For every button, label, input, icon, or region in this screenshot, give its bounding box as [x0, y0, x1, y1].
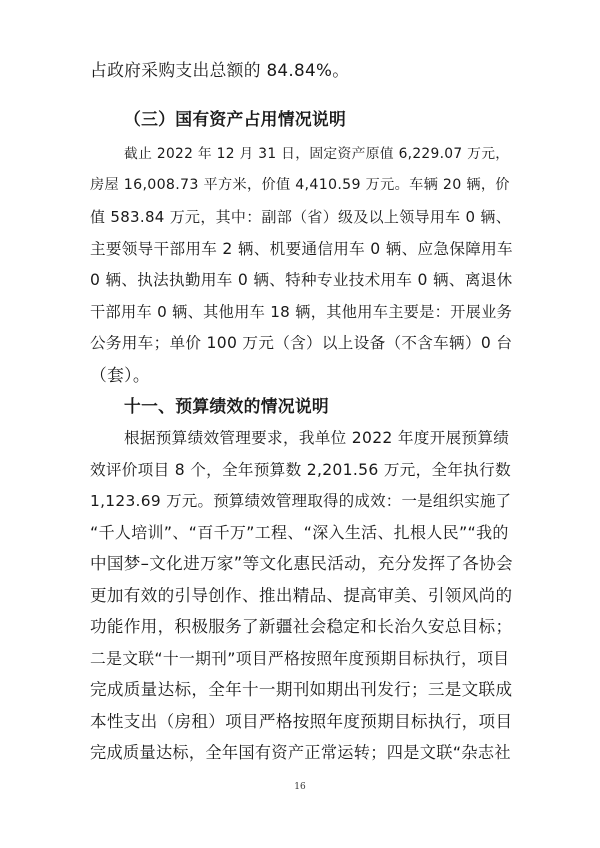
paragraph-line: 中国梦–文化进万家”等文化惠民活动，充分发挥了各协会: [90, 554, 513, 573]
paragraph-line: 房屋 16,008.73 平方米，价值 4,410.59 万元。车辆 20 辆，价: [90, 177, 510, 193]
paragraph-line: 根据预算绩效管理要求，我单位 2022 年度开展预算绩: [124, 429, 510, 447]
paragraph-line: （套）。: [90, 365, 150, 385]
paragraph-line: 主要领导干部用车 2 辆、机要通信用车 0 辆、应急保障用车: [90, 240, 513, 258]
paragraph-line: 完成质量达标，全年国有资产正常运转；四是文联“杂志社: [90, 743, 511, 762]
paragraph-line: “千人培训”、“百千万”工程、“深入生活、扎根人民”“我的: [90, 523, 509, 542]
paragraph-line: 二是文联“十一期刊”项目严格按照年度预期目标执行，项目: [90, 649, 510, 668]
paragraph-line: 公务用车；单价 100 万元（含）以上设备（不含车辆）0 台: [90, 334, 513, 352]
section-heading: 十一、预算绩效的情况说明: [124, 396, 329, 416]
paragraph-line: 干部用车 0 辆、其他用车 18 辆，其他用车主要是：开展业务: [90, 303, 513, 321]
page-number: 16: [294, 782, 306, 792]
paragraph-line: 更加有效的引导创作、推出精品、提高审美、引领风尚的: [90, 586, 513, 605]
paragraph-line: 功能作用，积极服务了新疆社会稳定和长治久安总目标；: [90, 617, 513, 636]
paragraph-line: 1,123.69 万元。预算绩效管理取得的成效：一是组织实施了: [90, 492, 512, 510]
paragraph-line: 值 583.84 万元，其中：副部（省）级及以上领导用车 0 辆、: [90, 208, 512, 226]
paragraph-line: 截止 2022 年 12 月 31 日，固定资产原值 6,229.07 万元，: [124, 146, 510, 162]
paragraph-line: 效评价项目 8 个，全年预算数 2,201.56 万元，全年执行数: [90, 461, 511, 479]
paragraph-line: 完成质量达标，全年十一期刊如期出刊发行；三是文联成: [90, 680, 513, 699]
paragraph-line: 0 辆、执法执勤用车 0 辆、特种专业技术用车 0 辆、离退休: [90, 271, 513, 289]
paragraph-line: 本性支出（房租）项目严格按照年度预期目标执行，项目: [90, 712, 513, 731]
paragraph-line: 占政府采购支出总额的 84.84%。: [90, 60, 350, 80]
section-heading: （三）国有资产占用情况说明: [124, 109, 347, 129]
